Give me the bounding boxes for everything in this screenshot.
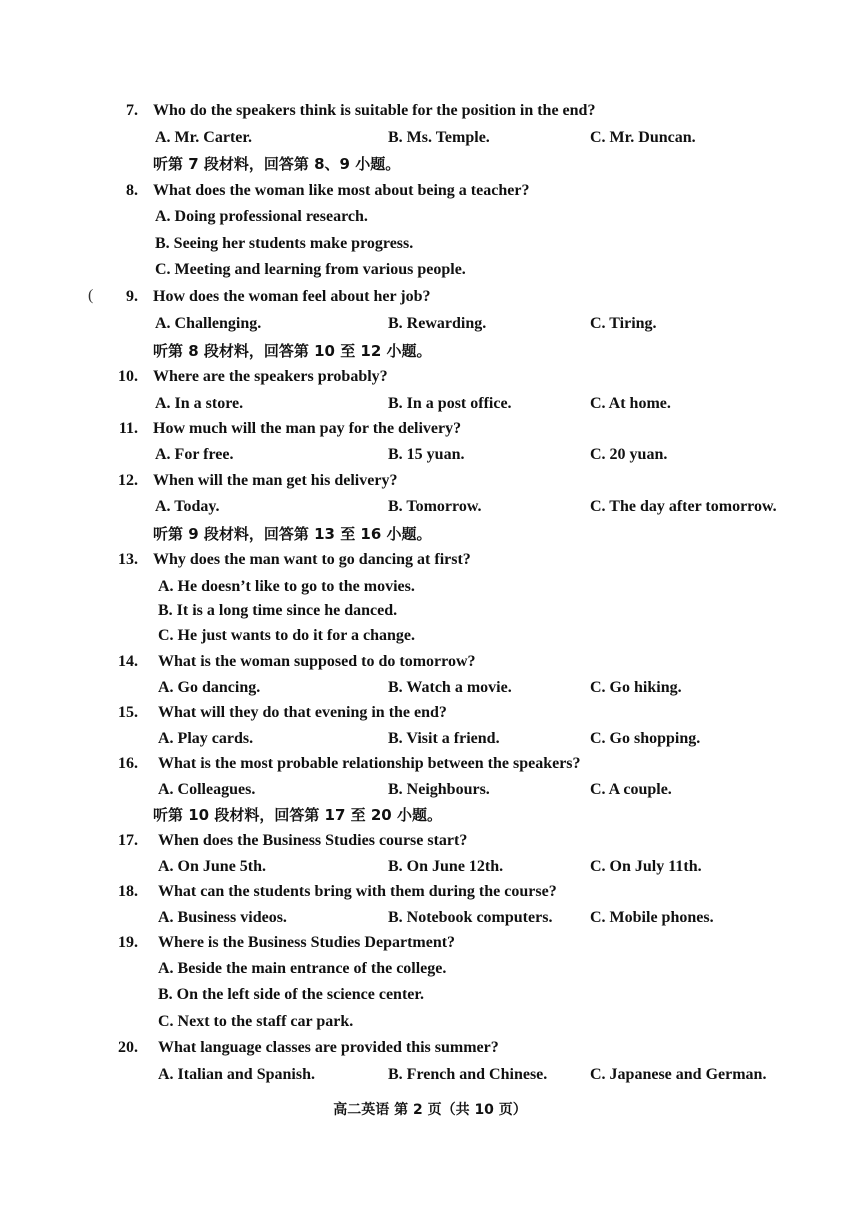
question-text: How much will the man pay for the delivery? bbox=[153, 420, 462, 437]
question-text: When will the man get his delivery? bbox=[153, 472, 398, 489]
question-text: Why does the man want to go dancing at first? bbox=[153, 551, 471, 568]
option-b[interactable]: B. On the left side of the science center. bbox=[158, 986, 425, 1003]
option-b[interactable]: B. Neighbours. bbox=[388, 781, 490, 798]
question-text: What is the most probable relationship between the speakers? bbox=[158, 755, 581, 772]
option-c[interactable]: C. On July 11th. bbox=[590, 858, 702, 875]
question-text: What will they do that evening in the end? bbox=[158, 704, 447, 721]
question-text: What is the woman supposed to do tomorrow? bbox=[158, 653, 476, 670]
question-number: 7. bbox=[126, 102, 138, 119]
option-a[interactable]: A. On June 5th. bbox=[158, 858, 267, 875]
question-number: 9. bbox=[126, 288, 138, 305]
option-c[interactable]: C. At home. bbox=[590, 395, 671, 412]
option-c[interactable]: C. Mr. Duncan. bbox=[590, 129, 696, 146]
option-c[interactable]: C. Go shopping. bbox=[590, 730, 701, 747]
option-c[interactable]: C. Go hiking. bbox=[590, 679, 682, 696]
question-number: 12. bbox=[118, 472, 138, 489]
option-c[interactable]: C. Next to the staff car park. bbox=[158, 1013, 354, 1030]
option-b[interactable]: B. Rewarding. bbox=[388, 315, 487, 332]
option-a[interactable]: A. For free. bbox=[155, 446, 234, 463]
question-number: 8. bbox=[126, 182, 138, 199]
question-number: 16. bbox=[118, 755, 138, 772]
question-text: How does the woman feel about her job? bbox=[153, 288, 431, 305]
question-number: 14. bbox=[118, 653, 138, 670]
question-number: 15. bbox=[118, 704, 138, 721]
option-a[interactable]: A. Mr. Carter. bbox=[155, 129, 253, 146]
option-a[interactable]: A. Beside the main entrance of the college. bbox=[158, 960, 447, 977]
option-c[interactable]: C. A couple. bbox=[590, 781, 672, 798]
option-b[interactable]: B. 15 yuan. bbox=[388, 446, 465, 463]
option-a[interactable]: A. Challenging. bbox=[155, 315, 262, 332]
question-number: 18. bbox=[118, 883, 138, 900]
option-a[interactable]: A. He doesn’t like to go to the movies. bbox=[158, 578, 415, 595]
question-text: What does the woman like most about being a teacher? bbox=[153, 182, 530, 199]
option-c[interactable]: C. Mobile phones. bbox=[590, 909, 714, 926]
option-b[interactable]: B. Watch a movie. bbox=[388, 679, 512, 696]
section-instruction: 听第 7 段材料，回答第 8、9 小题。 bbox=[153, 155, 401, 173]
option-a[interactable]: A. Business videos. bbox=[158, 909, 287, 926]
option-a[interactable]: A. Colleagues. bbox=[158, 781, 256, 798]
section-instruction: 听第 10 段材料，回答第 17 至 20 小题。 bbox=[153, 806, 442, 824]
question-text: Where is the Business Studies Department? bbox=[158, 934, 456, 951]
option-b[interactable]: B. Visit a friend. bbox=[388, 730, 500, 747]
option-a[interactable]: A. Play cards. bbox=[158, 730, 254, 747]
option-a[interactable]: A. In a store. bbox=[155, 395, 244, 412]
option-a[interactable]: A. Italian and Spanish. bbox=[158, 1066, 315, 1083]
option-b[interactable]: B. French and Chinese. bbox=[388, 1066, 548, 1083]
option-c[interactable]: C. The day after tomorrow. bbox=[590, 498, 777, 515]
option-c[interactable]: C. He just wants to do it for a change. bbox=[158, 627, 416, 644]
question-number: 10. bbox=[118, 368, 138, 385]
question-text: Where are the speakers probably? bbox=[153, 368, 388, 385]
question-number: 20. bbox=[118, 1039, 138, 1056]
section-instruction: 听第 8 段材料，回答第 10 至 12 小题。 bbox=[153, 342, 432, 360]
option-b[interactable]: B. On June 12th. bbox=[388, 858, 504, 875]
question-number: 19. bbox=[118, 934, 138, 951]
option-a[interactable]: A. Go dancing. bbox=[158, 679, 261, 696]
option-a[interactable]: A. Today. bbox=[155, 498, 220, 515]
question-text: Who do the speakers think is suitable for the position in the end? bbox=[153, 102, 596, 119]
option-c[interactable]: C. Japanese and German. bbox=[590, 1066, 767, 1083]
question-text: When does the Business Studies course start? bbox=[158, 832, 468, 849]
option-b[interactable]: B. In a post office. bbox=[388, 395, 512, 412]
option-c[interactable]: C. Tiring. bbox=[590, 315, 657, 332]
option-b[interactable]: B. It is a long time since he danced. bbox=[158, 602, 398, 619]
question-number: 13. bbox=[118, 551, 138, 568]
option-b[interactable]: B. Ms. Temple. bbox=[388, 129, 490, 146]
option-b[interactable]: B. Seeing her students make progress. bbox=[155, 235, 414, 252]
page-footer: 高二英语 第 2 页（共 10 页） bbox=[333, 1102, 527, 1118]
option-c[interactable]: C. Meeting and learning from various people. bbox=[155, 261, 466, 278]
option-b[interactable]: B. Tomorrow. bbox=[388, 498, 482, 515]
option-a[interactable]: A. Doing professional research. bbox=[155, 208, 368, 225]
margin-mark: ( bbox=[88, 287, 94, 304]
option-b[interactable]: B. Notebook computers. bbox=[388, 909, 553, 926]
question-text: What language classes are provided this summer? bbox=[158, 1039, 499, 1056]
section-instruction: 听第 9 段材料，回答第 13 至 16 小题。 bbox=[153, 525, 432, 543]
question-text: What can the students bring with them during the course? bbox=[158, 883, 557, 900]
question-number: 11. bbox=[118, 420, 138, 437]
question-number: 17. bbox=[118, 832, 138, 849]
option-c[interactable]: C. 20 yuan. bbox=[590, 446, 668, 463]
